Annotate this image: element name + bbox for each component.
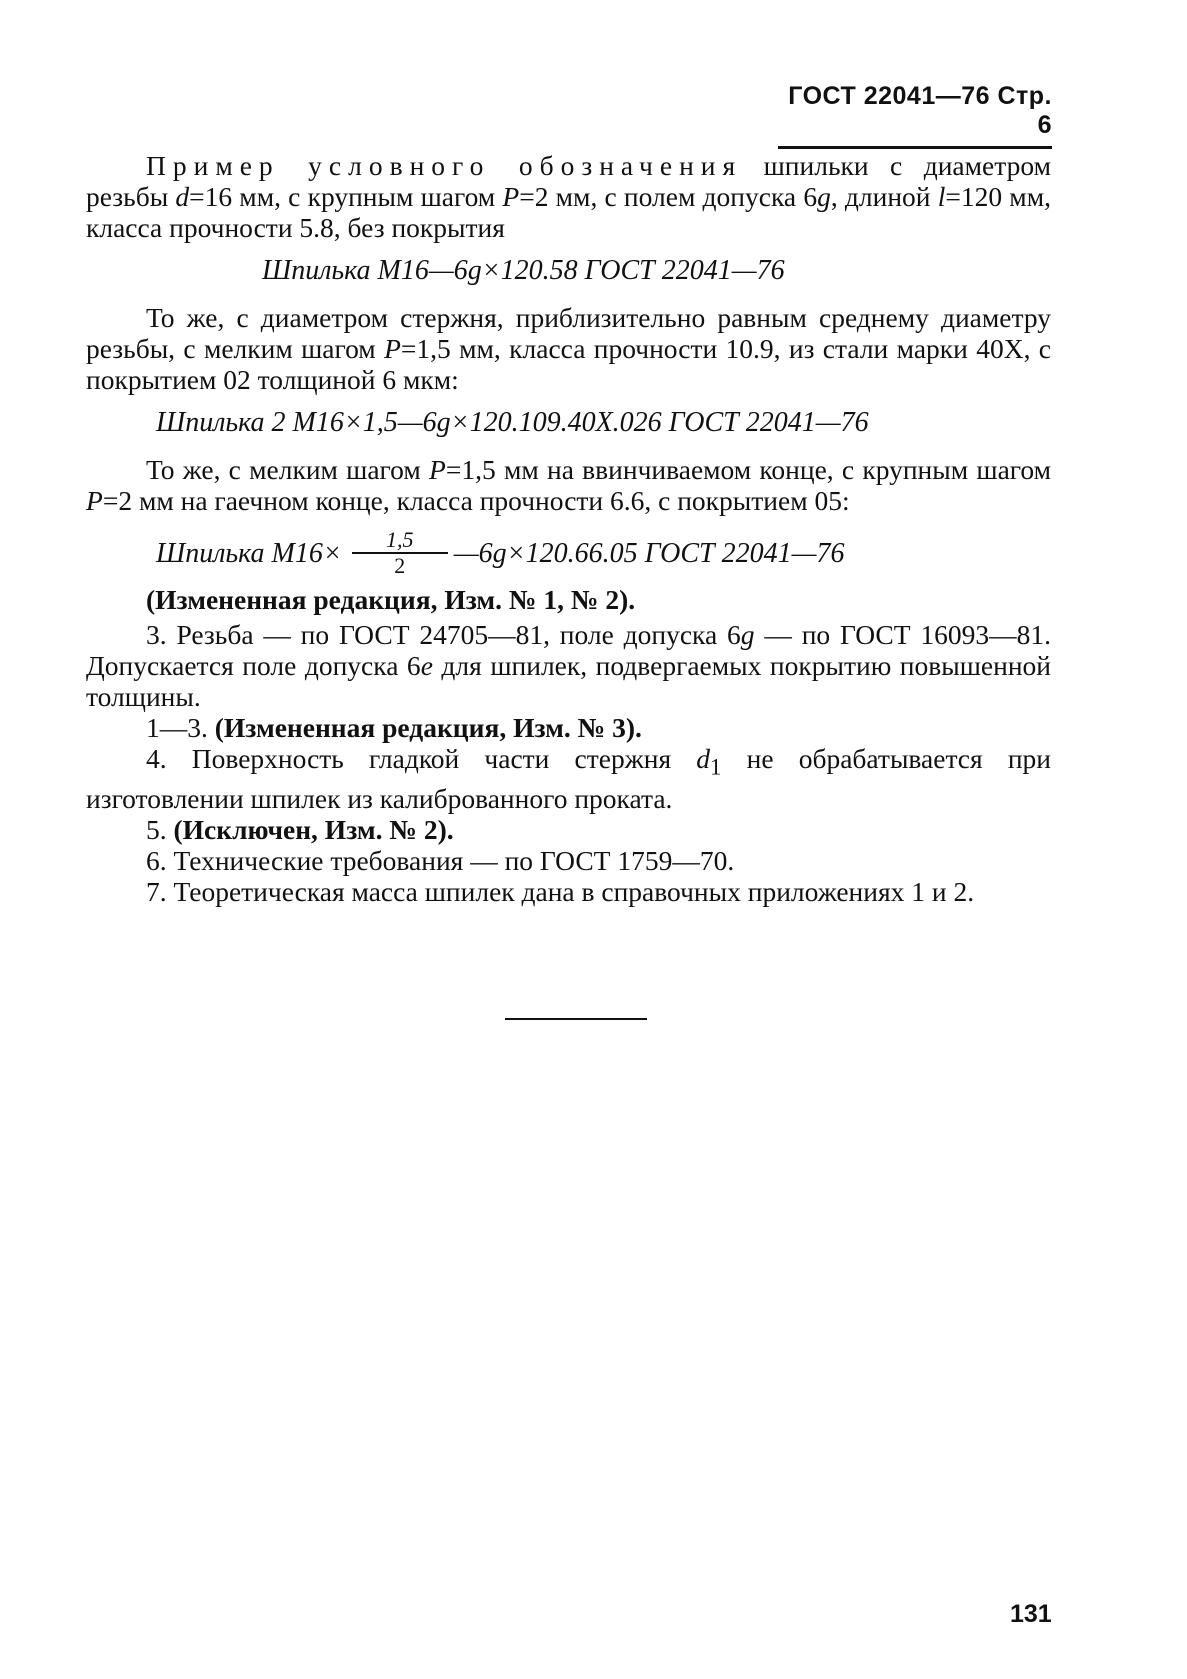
text-run: не обрабатывается при изготовлении шпилек из калиброванного проката. (86, 743, 1052, 814)
text-run: =1,5 мм, класса прочности 10.9, из стали марки 40Х, с покрытием 02 толщиной 6 мкм: (86, 333, 1051, 395)
header-rule (778, 146, 1052, 149)
document-body (86, 150, 1051, 907)
symbol-d: d (175, 181, 190, 212)
text-run: 5. (146, 813, 174, 845)
fraction-numerator: 1,5 (386, 527, 414, 552)
clause-5 (86, 814, 1051, 845)
page-number: 131 (1010, 1600, 1052, 1628)
symbol-p: P (384, 333, 401, 364)
designation-3 (156, 528, 1051, 578)
subscript-1: 1 (710, 754, 722, 780)
text-run: То же, с диаметром стержня, приблизительно равным среднему диаметру резьбы, с мелким шагом (86, 302, 1051, 364)
symbol-e: e (420, 650, 433, 681)
example2-paragraph (86, 302, 1051, 395)
clause-3 (86, 619, 1051, 712)
designation-1: Шпилька М16—6g×120.58 ГОСТ 22041—76 (262, 255, 785, 286)
text-run: (Исключен, Изм. № 2). (173, 813, 454, 845)
changed-note-3 (86, 712, 1051, 743)
text-run: =16 мм, с крупным шагом (189, 181, 503, 212)
clause-4 (86, 743, 1051, 814)
fraction-denominator: 2 (394, 553, 406, 578)
end-rule (505, 1018, 647, 1020)
changed-note-1: (Измененная редакция, Изм. № 1, № 2). (146, 584, 636, 615)
thread-pitch-fraction (352, 528, 448, 578)
text-run: =120 мм, класса прочности 5.8, без покрытия (86, 181, 1051, 243)
clauses-list (86, 619, 1051, 907)
symbol-p: P (86, 485, 103, 516)
text-run: для шпилек, подвергаемых покрытию повышенной толщины. (86, 650, 1051, 712)
text-run: =2 мм на гаечном конце, класса прочности 6.6, с покрытием 05: (102, 485, 850, 516)
text-run: 4. Поверхность гладкой части стержня (146, 743, 697, 774)
text-run: — по ГОСТ 16093—81. Допускается поле допуска 6 (86, 619, 1051, 681)
example1-paragraph (86, 150, 1051, 243)
text-run: То же, с мелким шагом (146, 454, 430, 485)
text-run: (Измененная редакция, Изм. № 3). (214, 712, 642, 743)
symbol-l: l (937, 181, 946, 212)
text-run: 3. Резьба — по ГОСТ 24705—81, поле допуска 6 (146, 619, 741, 650)
designation-3-suffix: —6g×120.66.05 ГОСТ 22041—76 (453, 537, 845, 569)
symbol-p: P (502, 181, 520, 212)
text-run: , длиной (830, 181, 938, 212)
symbol-g: g (817, 181, 831, 212)
symbol-d: d (696, 743, 711, 774)
example3-paragraph (86, 454, 1051, 516)
designation-3-prefix: Шпилька М16× (156, 537, 342, 569)
clause-6: 6. Технические требования — по ГОСТ 1759—70. (146, 844, 735, 876)
text-run: 1—3. (146, 712, 215, 743)
example-lead-spaced: Пример условного обозначения (146, 150, 743, 181)
designation-2: Шпилька 2 М16×1,5—6g×120.109.40Х.026 ГОСТ 22041—76 (156, 407, 869, 438)
header-standard-page: ГОСТ 22041—76 Стр. 6 (788, 82, 1052, 139)
text-run: шпильки с диаметром резьбы (86, 150, 1051, 212)
symbol-g: g (740, 619, 755, 650)
page-header (778, 82, 1052, 149)
text-run: =1,5 мм на ввинчиваемом конце, с крупным шагом (445, 454, 1051, 485)
symbol-p: P (429, 454, 446, 485)
clause-7: 7. Теоретическая масса шпилек дана в справочных приложениях 1 и 2. (146, 875, 975, 907)
text-run: =2 мм, с полем допуска 6 (519, 181, 818, 212)
